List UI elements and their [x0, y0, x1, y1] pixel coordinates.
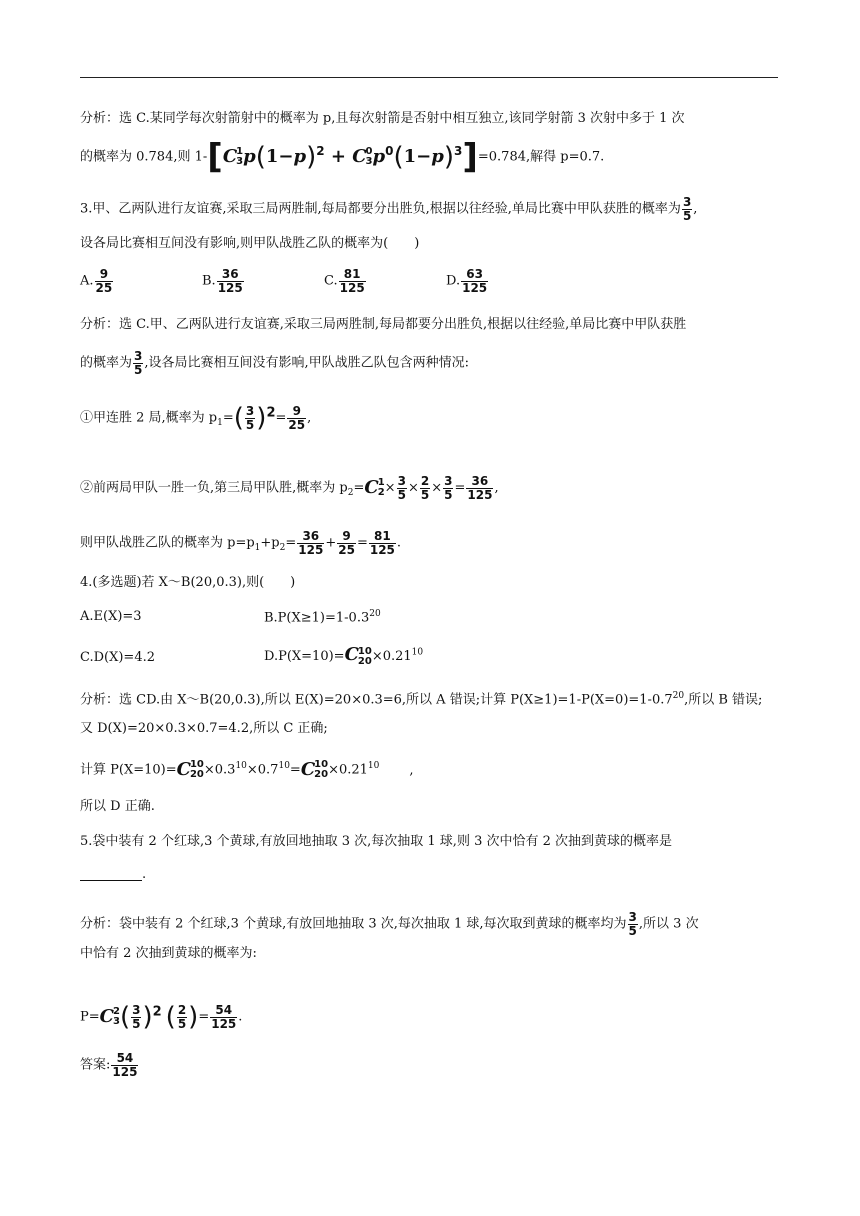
q4-option-a: A.E(X)=3	[80, 609, 142, 624]
q5-answer-blank: .	[80, 868, 146, 881]
q4-option-d: D.P(X=10)=C 10 20 $\times 0.21^{10}$	[264, 644, 424, 667]
q3-case1: ①甲连胜 2 局,概率为 $p_1=$( $\frac{3}{5}$ )$^2$= $\frac{9}{25}$ ,	[80, 403, 312, 434]
q4-analysis-line1: 分析：选 CD.由 X～B(20,0.3),所以 E(X)=20×0.3=6,所以 A 错误;计算 $P(X\ge 1)=1-P(X=0)=1-0.7^{20}$,所以 B 错误;	[80, 691, 763, 708]
q4-analysis-line4: 所以 D 正确.	[80, 799, 155, 814]
header-rule	[80, 77, 778, 78]
q5-final-answer: 答案: $\frac{54}{125}$	[80, 1051, 138, 1079]
q4-analysis-line3: 计算 P(X=10)=C 10 20 $\times 0.3^{10}\times 0.7^{10}=C$ 10 20 $\times 0.21^{10}$ ,	[80, 759, 414, 780]
q3-analysis-line2: 的概率为 $\frac{3}{5}$ ,设各局比赛相互间没有影响,甲队战胜乙队包含两种情况:	[80, 349, 470, 377]
q4-stem: 4.(多选题)若 X～B(20,0.3),则( )	[80, 575, 296, 590]
q3-option-c: C. $\frac{81}{125}$	[324, 267, 365, 295]
q3-case2: ②前两局甲队一胜一负,第三局甲队胜,概率为 $p_2=C$ 1 2 × $\frac{3}{5}$ × $\frac{2}{5}$ × $\frac{3}{5}$ = $\frac{36}{125}$ ,	[80, 474, 499, 502]
q3-stem-line2: 设各局比赛相互间没有影响,则甲队战胜乙队的概率为( )	[80, 236, 420, 251]
q3-stem-line1: 3.甲、乙两队进行友谊赛,采取三局两胜制,每局都要分出胜负,根据以往经验,单局比赛中甲队获胜的概率为 $\frac{3}{5}$ ,	[80, 195, 698, 223]
q2-analysis-line1: 分析：选 C.某同学每次射箭射中的概率为 p,且每次射箭是否射中相互独立,该同学射箭 3 次射中多于 1 次	[80, 111, 685, 126]
q5-stem: 5.袋中装有 2 个红球,3 个黄球,有放回地抽取 3 次,每次抽取 1 球,则 3 次中恰有 2 次抽到黄球的概率是	[80, 834, 673, 849]
q5-analysis-line1: 分析：袋中装有 2 个红球,3 个黄球,有放回地抽取 3 次,每次抽取 1 球,每次取到黄球的概率均为 $\frac{3}{5}$ ,所以 3 次	[80, 910, 699, 938]
q4-analysis-line2: 又 D(X)=20×0.3×0.7=4.2,所以 C 正确;	[80, 721, 328, 736]
q4-option-c: C.D(X)=4.2	[80, 650, 156, 665]
q5-analysis-line2: 中恰有 2 次抽到黄球的概率为:	[80, 946, 257, 961]
q2-analysis-line2: 的概率为 0.784,则 1-[C 1 3 $p(1-p)^2 + C$ 0 3 $p^0(1-p)^3]=0.784$,解得 p=0.7.	[80, 137, 605, 177]
q3-analysis-line1: 分析：选 C.甲、乙两队进行友谊赛,采取三局两胜制,每局都要分出胜负,根据以往经验,单局比赛中甲队获胜	[80, 317, 687, 332]
q3-conclusion: 则甲队战胜乙队的概率为 $p=p_1+p_2=$ $\frac{36}{125}$ + $\frac{9}{25}$ = $\frac{81}{125}$ .	[80, 529, 402, 557]
q3-option-a: A. $\frac{9}{25}$	[80, 267, 113, 295]
q3-option-b: B. $\frac{36}{125}$	[202, 267, 243, 295]
q3-option-d: D. $\frac{63}{125}$	[446, 267, 488, 295]
q4-option-b: $B.P(X\ge 1)=1-0.3^{20}$	[264, 609, 381, 626]
q5-formula: P=C 2 3 ( $\frac{3}{5}$ )$^2$ ( $\frac{2}{5}$ )= $\frac{54}{125}$ .	[80, 1002, 243, 1033]
